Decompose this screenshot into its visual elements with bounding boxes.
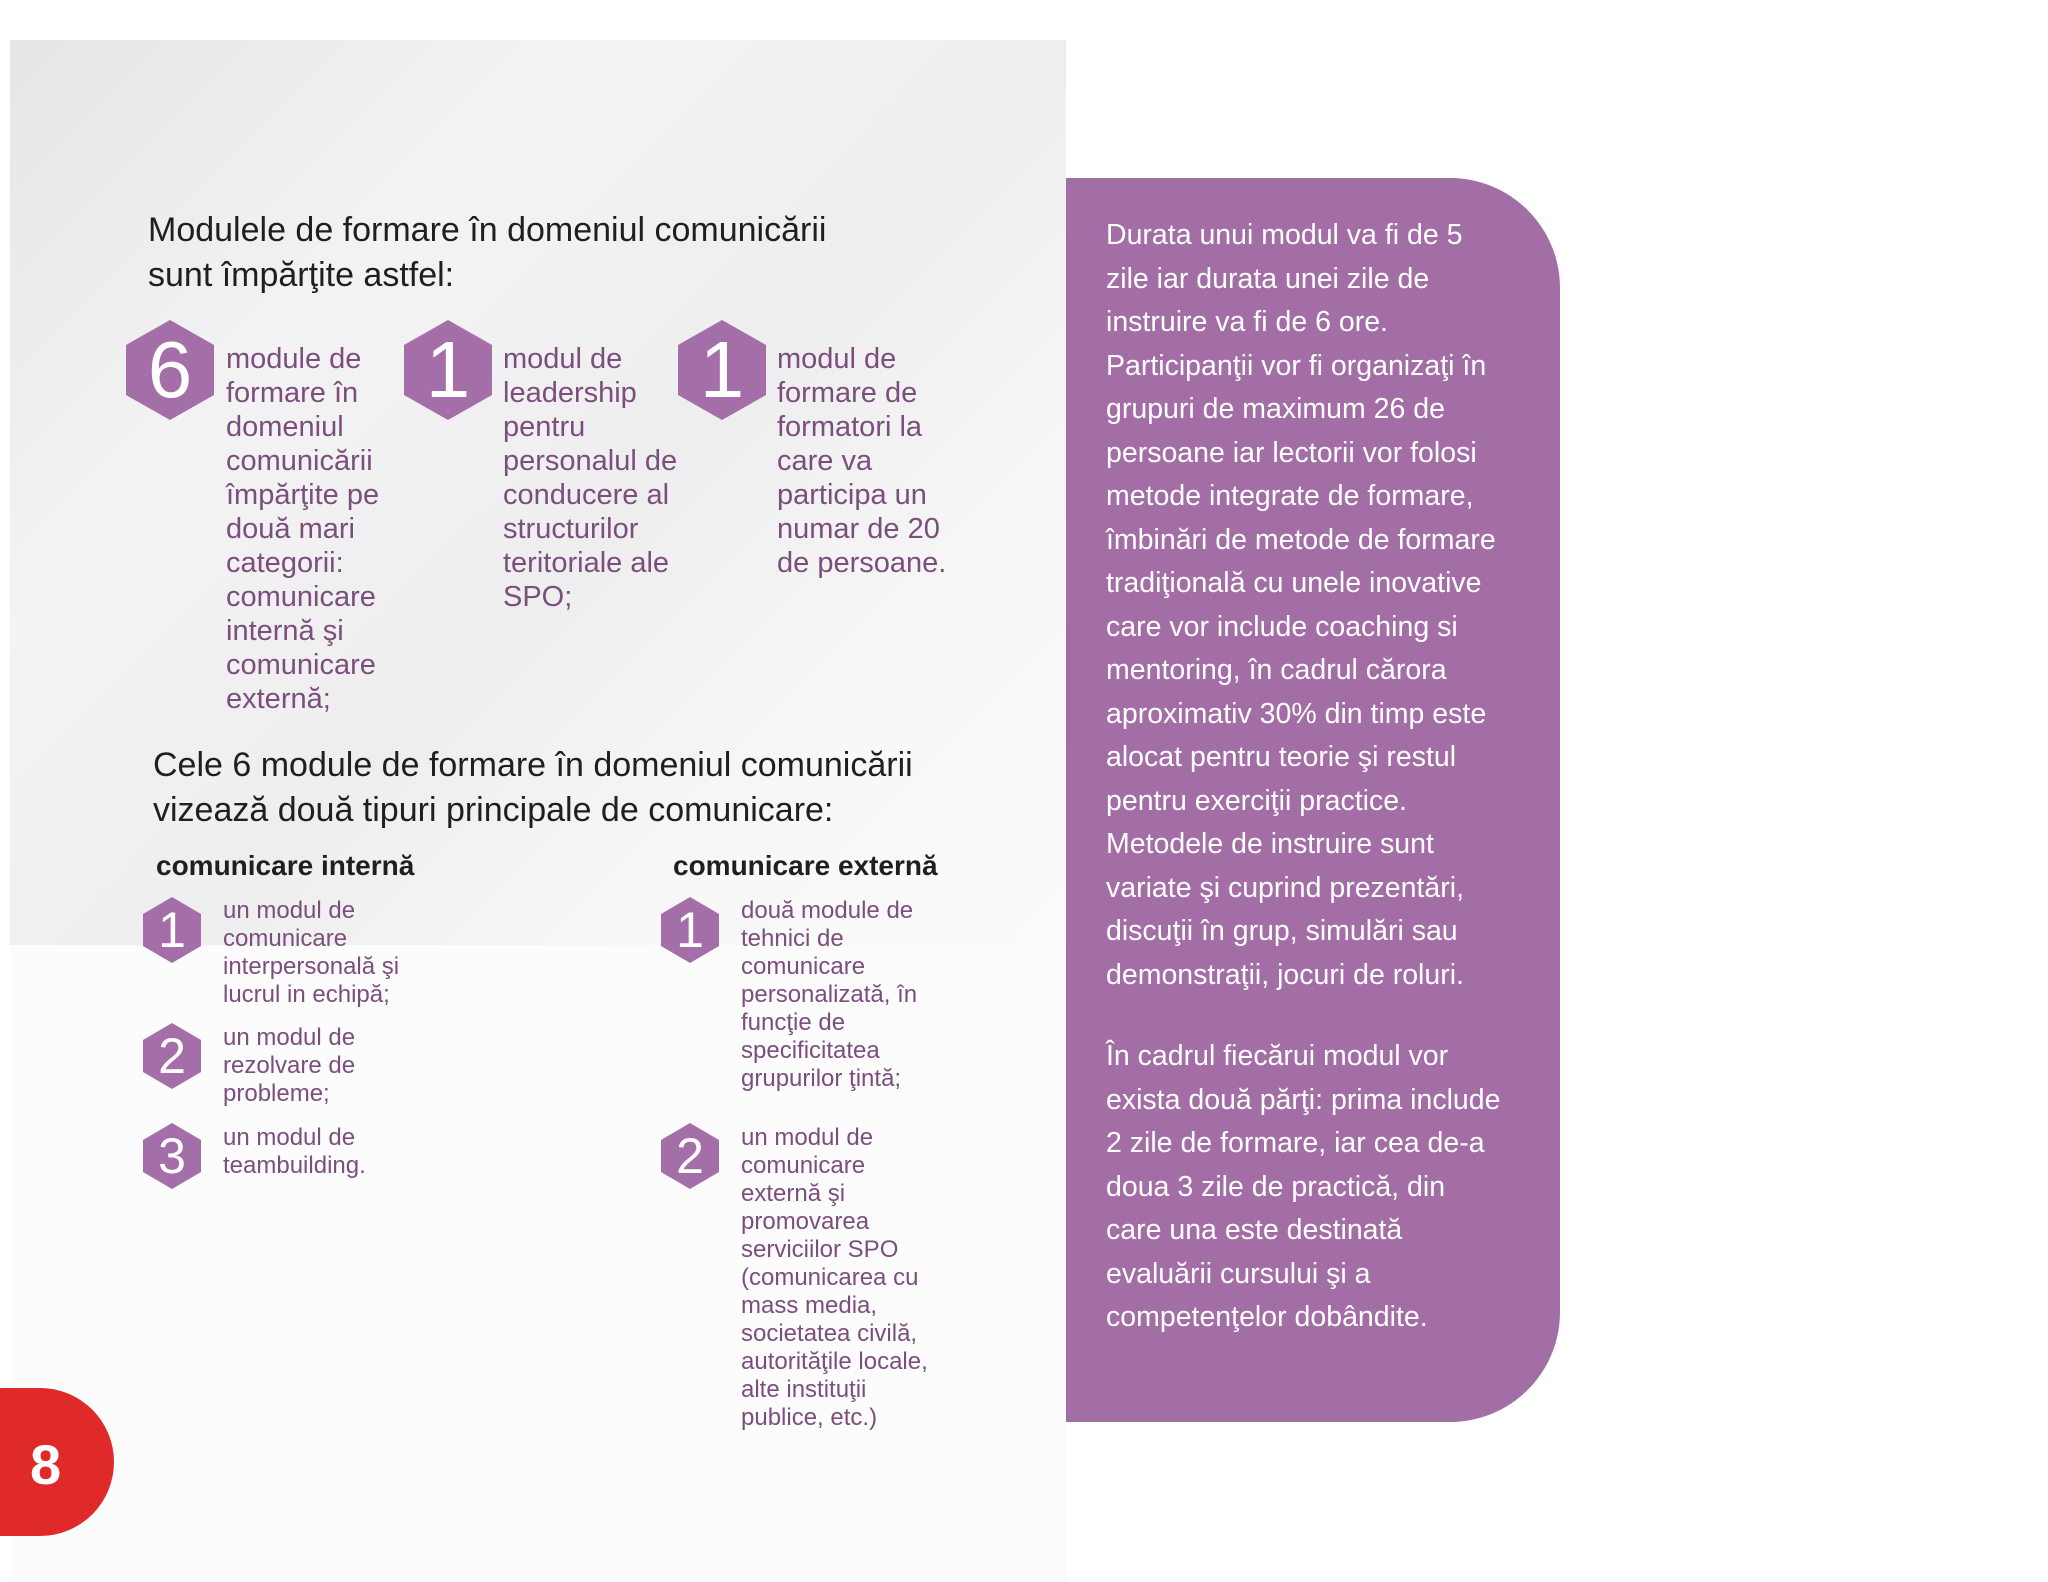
stat-hexagon-2: [402, 318, 494, 422]
stat-text-1: [226, 342, 379, 716]
stat-2-line: teritoriale ale: [503, 547, 670, 579]
external-item-2-line: promovarea: [741, 1208, 870, 1235]
panel-line: care una este destinată: [1106, 1214, 1403, 1246]
stat-1-line: comunicării: [226, 445, 373, 477]
panel-line: 2 zile de formare, iar cea de-a: [1106, 1127, 1485, 1159]
internal-item-2: [223, 1024, 355, 1108]
external-item-2-line: alte instituţii: [741, 1376, 867, 1403]
panel-line: Participanţii vor fi organizaţi în: [1106, 349, 1487, 382]
panel-line: exista două părţi: prima include: [1106, 1083, 1501, 1116]
stat-3-line: formatori la: [777, 411, 923, 443]
stat-1-line: comunicare: [226, 649, 376, 681]
info-panel: [1066, 178, 1560, 1422]
internal-item-1: [223, 897, 399, 1009]
stat-number-1: 6: [147, 325, 193, 414]
internal-number-2: 2: [158, 1028, 186, 1084]
internal-item-3-line: un modul de: [223, 1124, 356, 1151]
internal-item-3-line: teambuilding.: [223, 1152, 366, 1179]
external-item-2-line: externă şi: [741, 1180, 846, 1207]
stat-3-line: modul de: [777, 343, 897, 375]
panel-line: discuţii în grup, simulări sau: [1106, 915, 1458, 947]
stat-3-line: de persoane.: [777, 547, 947, 579]
stat-hexagon-3: [676, 318, 768, 422]
internal-number-3: 3: [158, 1128, 186, 1184]
stat-2-line: pentru: [503, 411, 586, 443]
panel-line: grupuri de maximum 26 de: [1106, 393, 1445, 425]
stat-number-3: 1: [699, 325, 745, 414]
panel-line: aproximativ 30% din timp este: [1106, 697, 1487, 730]
internal-item-1-line: lucrul in echipă;: [223, 981, 390, 1008]
external-item-2: [741, 1124, 928, 1432]
internal-hexagon-3: [142, 1122, 202, 1190]
stat-2-line: modul de: [503, 343, 623, 375]
internal-item-1-line: comunicare: [223, 925, 348, 952]
panel-line: Durata unui modul va fi de 5: [1106, 219, 1463, 251]
stat-2-line: conducere al: [503, 479, 670, 511]
external-item-2-line: mass media,: [741, 1292, 878, 1319]
external-item-2-line: publice, etc.): [741, 1404, 878, 1431]
external-item-1-line: grupurilor ţintă;: [741, 1065, 902, 1092]
external-item-2-line: comunicare: [741, 1152, 866, 1179]
stat-text-2: [503, 342, 677, 614]
external-hexagon-2: [660, 1122, 720, 1190]
external-item-2-line: serviciilor SPO: [741, 1236, 899, 1263]
external-number-1: 1: [676, 902, 704, 958]
panel-line: tradiţională cu unele inovative: [1106, 567, 1482, 599]
section2-line-1: Cele 6 module de formare în domeniul comunicării: [153, 746, 913, 784]
stat-1-line: domeniul: [226, 411, 344, 443]
external-item-1-line: funcţie de: [741, 1009, 846, 1036]
internal-item-2-line: un modul de: [223, 1024, 356, 1051]
internal-hexagon-2: [142, 1022, 202, 1090]
internal-item-1-line: un modul de: [223, 897, 356, 924]
external-item-2-line: (comunicarea cu: [741, 1264, 919, 1291]
external-item-1-line: două module de: [741, 897, 914, 924]
panel-line: În cadrul fiecărui modul vor: [1106, 1040, 1449, 1072]
panel-line: metode integrate de formare,: [1106, 480, 1474, 512]
stat-3-line: participa un: [777, 479, 927, 511]
internal-hexagon-1: [142, 896, 202, 964]
stat-3-line: care va: [777, 445, 873, 477]
internal-number-1: 1: [158, 902, 186, 958]
intro-line-2: sunt împărţite astfel:: [148, 256, 455, 294]
intro-line-1: Modulele de formare în domeniul comunicării: [148, 211, 827, 249]
panel-line: pentru exerciţii practice.: [1106, 784, 1407, 817]
section2-heading: [153, 743, 913, 833]
external-item-2-line: societatea civilă,: [741, 1320, 918, 1347]
page-number: 8: [30, 1433, 62, 1496]
panel-line: îmbinări de metode de formare: [1106, 523, 1496, 556]
panel-line: instruire va fi de 6 ore.: [1106, 306, 1388, 338]
panel-line: zile iar durata unei zile de: [1106, 262, 1430, 295]
internal-title: comunicare internă: [156, 850, 415, 881]
stat-1-line: module de: [226, 343, 362, 375]
external-item-2-line: autorităţile locale,: [741, 1348, 928, 1375]
panel-paragraph-1: [1106, 214, 1546, 997]
external-item-1-line: tehnici de: [741, 925, 844, 952]
stat-1-line: categorii:: [226, 547, 344, 579]
internal-item-3: [223, 1124, 366, 1180]
stat-3-line: formare de: [777, 377, 918, 409]
panel-line: care vor include coaching si: [1106, 610, 1458, 643]
stat-1-line: formare în: [226, 377, 359, 409]
stat-text-3: [777, 342, 946, 580]
stat-3-line: numar de 20: [777, 513, 940, 545]
stat-2-line: structurilor: [503, 513, 639, 545]
stat-1-line: două mari: [226, 513, 355, 545]
external-number-2: 2: [676, 1128, 704, 1184]
stat-2-line: leadership: [503, 377, 637, 409]
external-item-2-line: un modul de: [741, 1124, 874, 1151]
panel-line: persoane iar lectorii vor folosi: [1106, 436, 1477, 469]
external-title: comunicare externă: [673, 850, 938, 881]
intro-heading: [148, 208, 826, 298]
stat-number-2: 1: [425, 325, 471, 414]
panel-paragraph-2: [1106, 1035, 1546, 1340]
stat-2-line: SPO;: [503, 581, 573, 613]
internal-item-2-line: rezolvare de: [223, 1052, 356, 1079]
stat-hexagon-1: [124, 318, 216, 422]
panel-line: competenţelor dobândite.: [1106, 1301, 1428, 1333]
panel-line: evaluării cursului şi a: [1106, 1257, 1371, 1290]
panel-line: doua 3 zile de practică, din: [1106, 1170, 1446, 1203]
external-item-1-line: specificitatea: [741, 1037, 880, 1064]
internal-item-2-line: probleme;: [223, 1080, 330, 1107]
external-hexagon-1: [660, 896, 720, 964]
panel-line: Metodele de instruire sunt: [1106, 828, 1434, 860]
internal-item-1-line: interpersonală şi: [223, 953, 400, 980]
stat-1-line: împărţite pe: [226, 479, 380, 511]
stat-1-line: internă şi: [226, 615, 344, 647]
stat-2-line: personalul de: [503, 445, 678, 477]
external-item-1-line: personalizată, în: [741, 981, 918, 1008]
external-item-1: [741, 897, 917, 1093]
panel-line: variate şi cuprind prezentări,: [1106, 871, 1465, 904]
panel-line: alocat pentru teorie şi restul: [1106, 741, 1457, 773]
external-item-1-line: comunicare: [741, 953, 866, 980]
panel-line: mentoring, în cadrul cărora: [1106, 654, 1447, 686]
section2-line-2: vizează două tipuri principale de comunicare:: [153, 791, 834, 829]
stat-1-line: externă;: [226, 683, 331, 715]
panel-line: demonstraţii, jocuri de roluri.: [1106, 958, 1464, 991]
stat-1-line: comunicare: [226, 581, 376, 613]
